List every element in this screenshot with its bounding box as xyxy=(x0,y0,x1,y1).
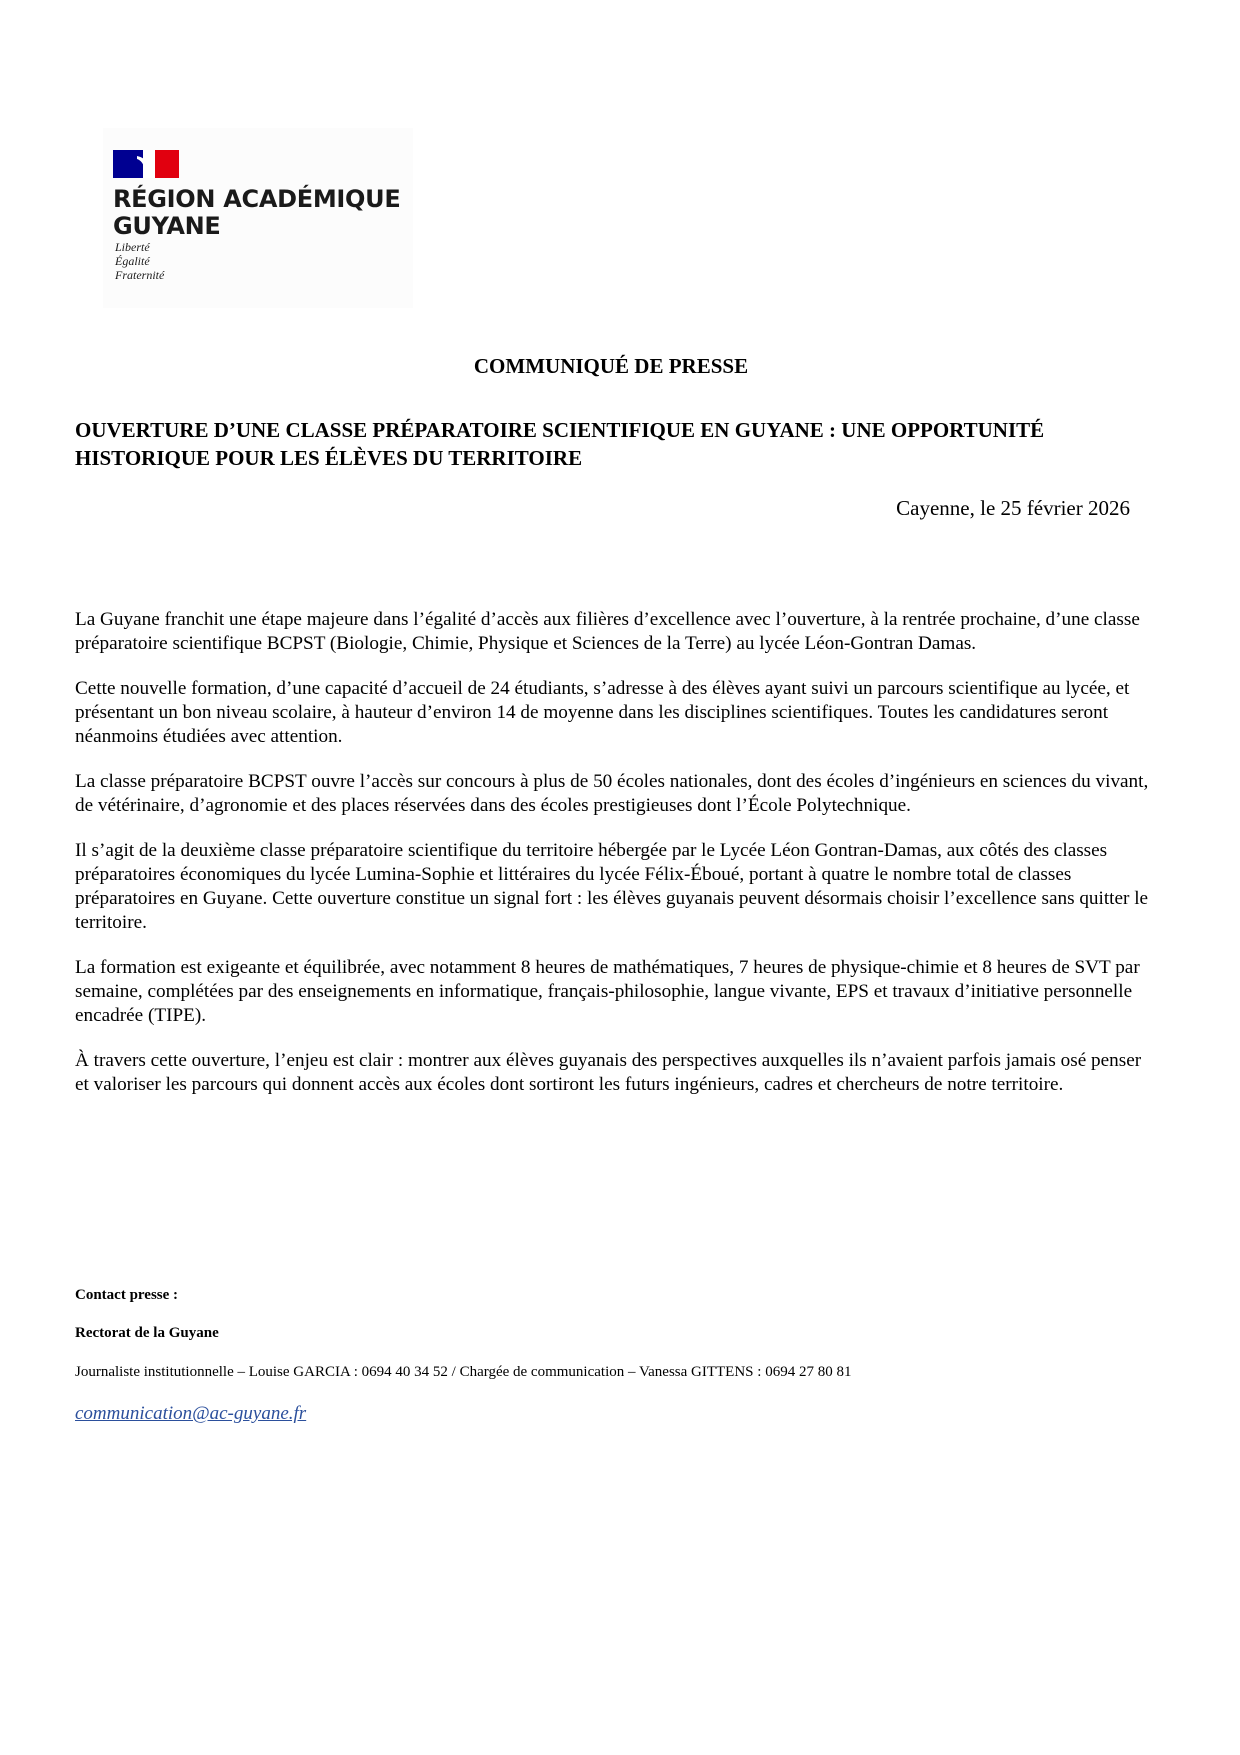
motto-fraternite: Fraternité xyxy=(115,268,165,282)
contact-people: Journaliste institutionnelle – Louise GARCIA : 0694 40 34 52 / Chargée de communication – Vanessa GITTENS : 0694 27 80 81 xyxy=(75,1364,852,1380)
body-paragraph: Cette nouvelle formation, d’une capacité d’accueil de 24 étudiants, s’adresse à des élèves ayant suivi un parcours scientifique au lycée, et présentant un bon niveau scolaire, à hauteur d’environ 14 de moyenne dans les disciplines scientifiques. Toutes les candidatures seront néanmoins étudiées avec attention. xyxy=(75,678,1130,747)
republic-motto xyxy=(115,240,164,282)
date-line: Cayenne, le 25 février 2026 xyxy=(896,496,1130,520)
press-release-heading: COMMUNIQUÉ DE PRESSE xyxy=(473,354,749,378)
marianne-flag-icon xyxy=(113,150,179,178)
contact-email-link[interactable]: communication@ac-guyane.fr xyxy=(75,1403,307,1424)
body-paragraph: La formation est exigeante et équilibrée, avec notamment 8 heures de mathématiques, 7 heures de physique-chimie et 8 heures de SVT par semaine, complétées par des enseignements en informatique, français-philosophie, langue vivante, EPS et travaux d’initiative personnelle encadrée (TIPE). xyxy=(75,957,1140,1026)
logo-title xyxy=(113,186,400,240)
body-paragraph: À travers cette ouverture, l’enjeu est clair : montrer aux élèves guyanais des perspectives auxquelles ils n’avaient parfois jamais osé penser et valoriser les parcours qui donnent accès aux écoles dont sortiront les futurs ingénieurs, cadres et chercheurs de notre territoire. xyxy=(75,1050,1142,1095)
motto-liberte: Liberté xyxy=(115,240,150,254)
body-paragraph: La Guyane franchit une étape majeure dans l’égalité d’accès aux filières d’excellence avec l’ouverture, à la rentrée prochaine, d’une classe préparatoire scientifique BCPST (Biologie, Chimie, Physique et Sciences de la Terre) au lycée Léon-Gontran Damas. xyxy=(75,609,1140,654)
motto-egalite: Égalité xyxy=(115,254,150,268)
logo-title-line-2: GUYANE xyxy=(113,212,221,240)
body-paragraph: La classe préparatoire BCPST ouvre l’accès sur concours à plus de 50 écoles nationales, dont des écoles d’ingénieurs en sciences du vivant, de vétérinaire, d’agronomie et des places réservées dans des écoles prestigieuses dont l’École Polytechnique. xyxy=(75,771,1149,816)
logo-title-line-1: RÉGION ACADÉMIQUE xyxy=(113,185,401,213)
body-paragraph: Il s’agit de la deuxième classe préparatoire scientifique du territoire hébergée par le Lycée Léon Gontran-Damas, aux côtés des classes préparatoires économiques du lycée Lumina-Sophie et littéraires du lycée Félix-Éboué, portant à quatre le nombre total de classes préparatoires en Guyane. Cette ouverture constitue un signal fort : les élèves guyanais peuvent désormais choisir l’excellence sans quitter le territoire. xyxy=(75,840,1149,933)
contact-organization: Rectorat de la Guyane xyxy=(75,1325,219,1341)
academic-region-logo xyxy=(103,128,413,308)
press-release-body xyxy=(75,608,1155,1118)
contact-label: Contact presse : xyxy=(75,1287,179,1303)
press-release-title: OUVERTURE D’UNE CLASSE PRÉPARATOIRE SCIENTIFIQUE EN GUYANE : UNE OPPORTUNITÉ HISTORIQUE POUR LES ÉLÈVES DU TERRITOIRE xyxy=(75,418,1045,470)
